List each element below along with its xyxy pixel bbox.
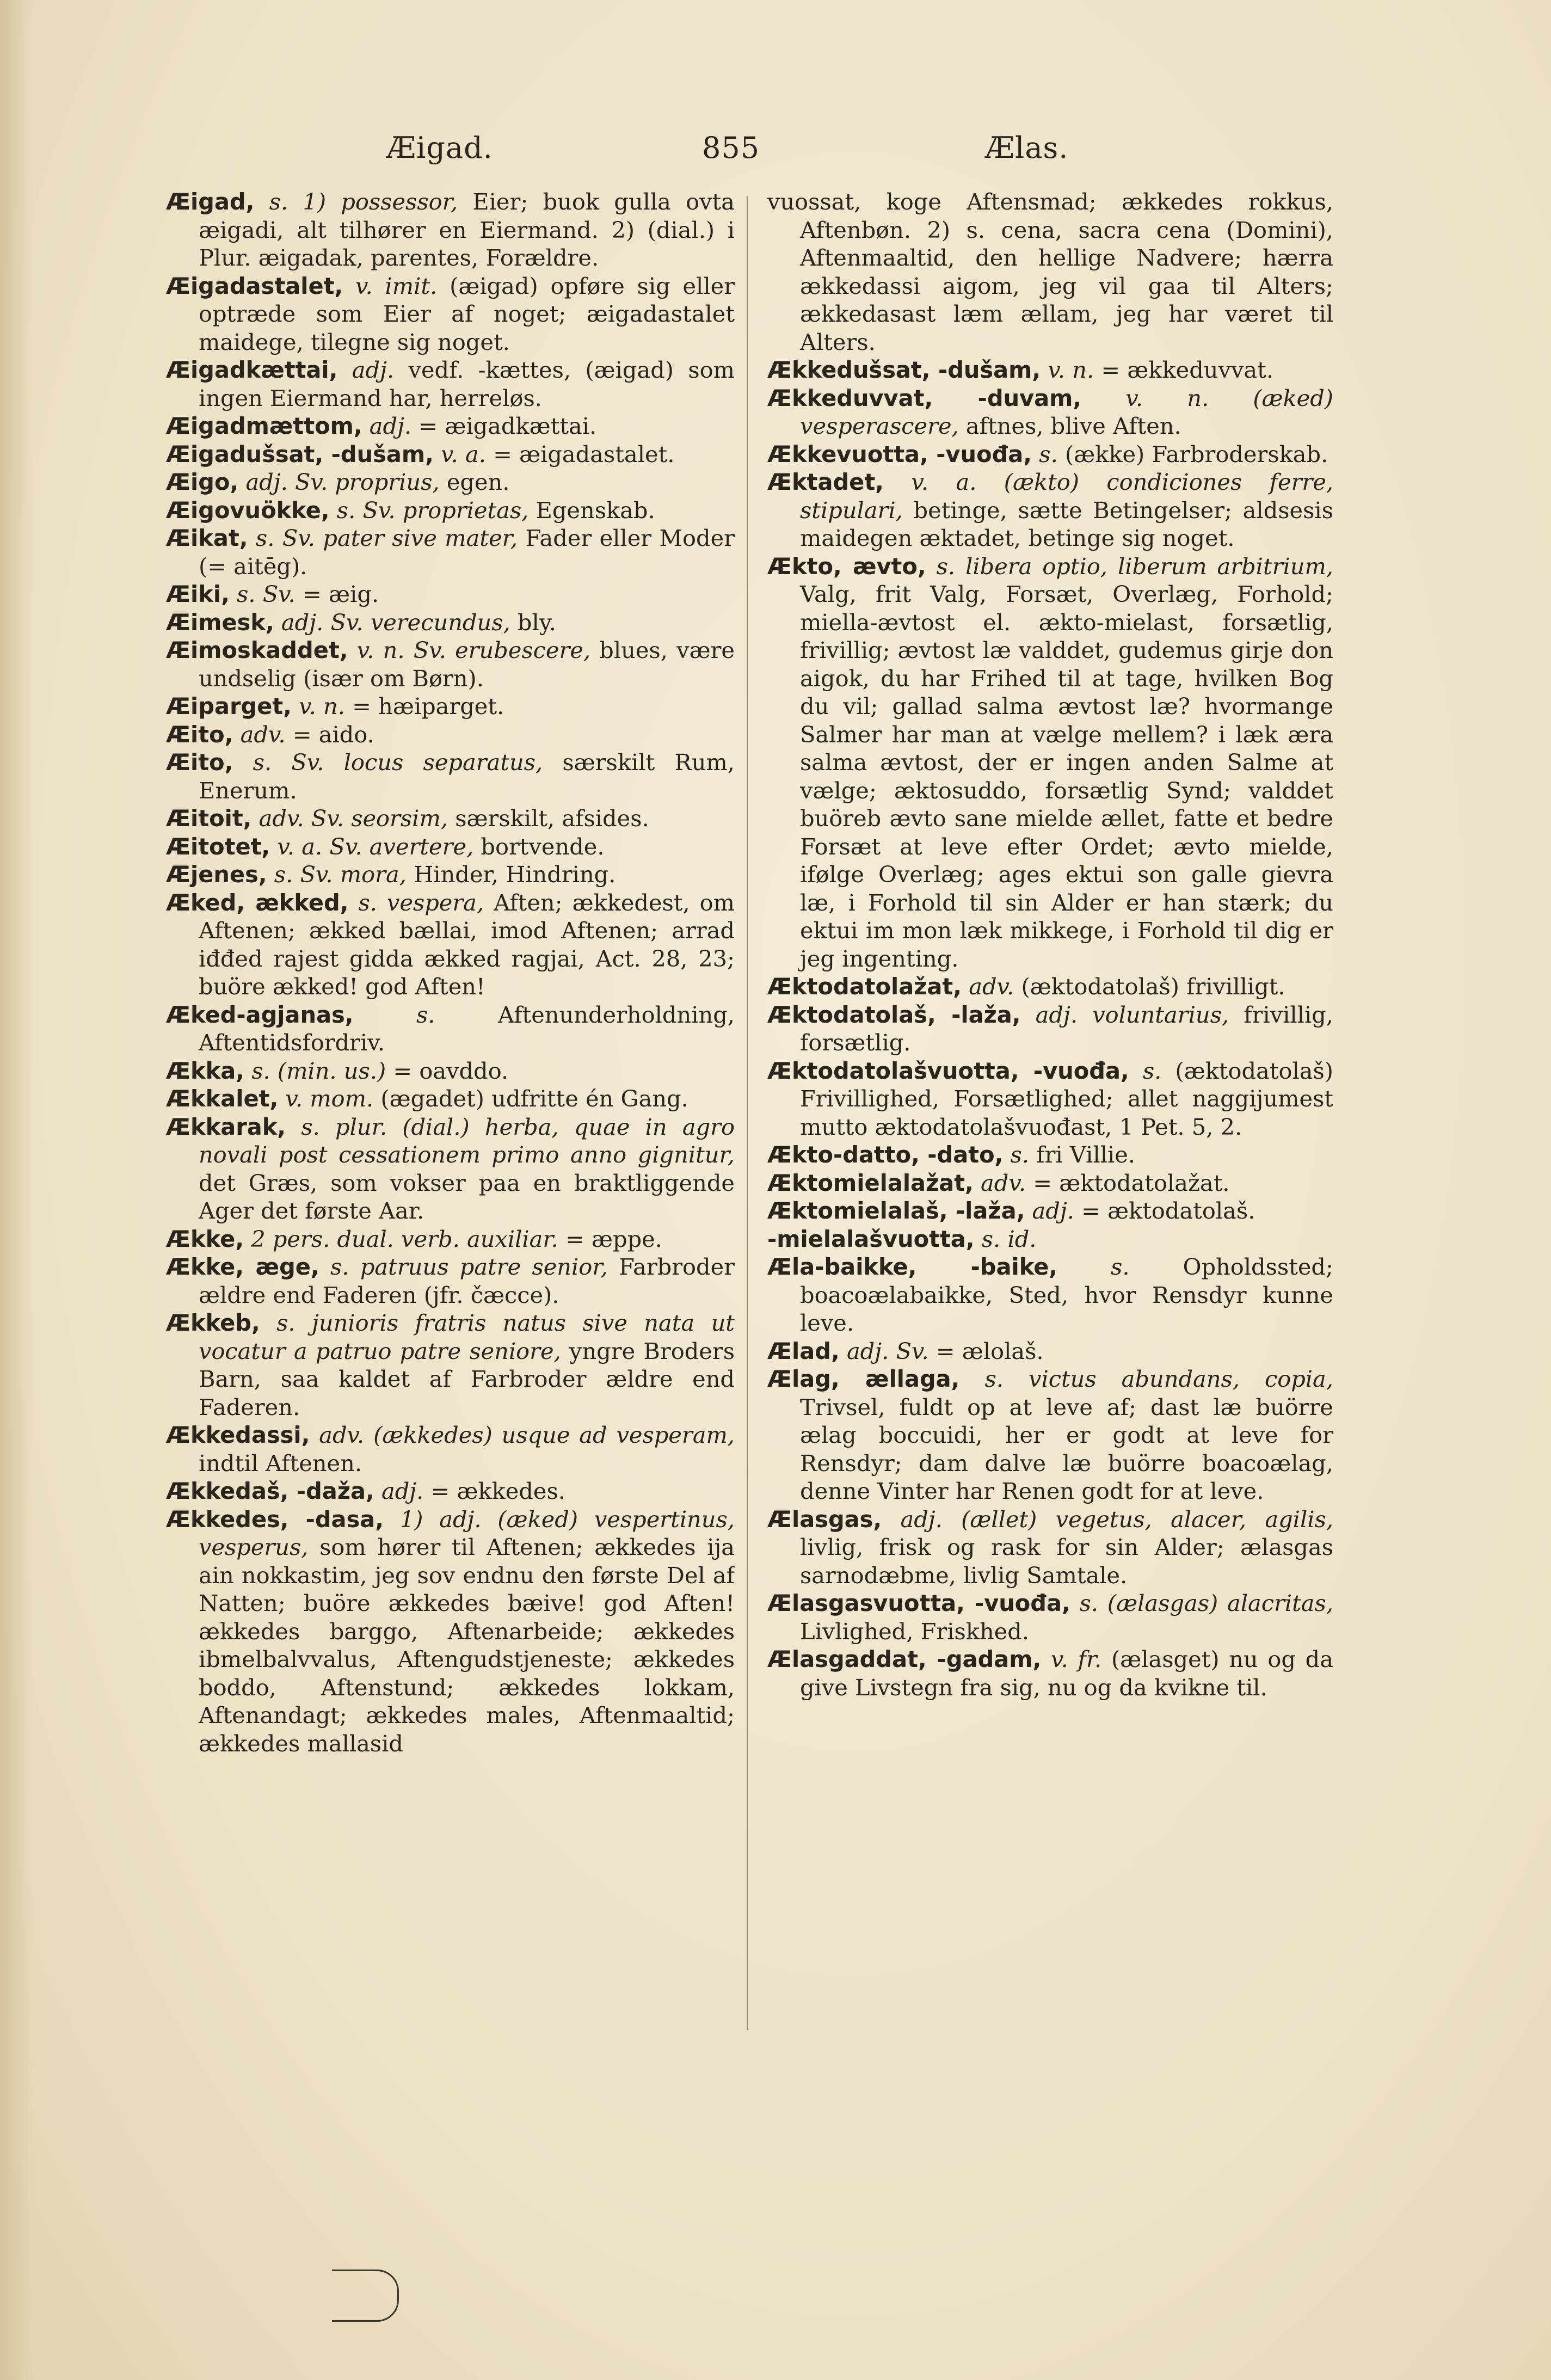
entry-grammar-label: v. n. [1125,384,1209,411]
entry-headword: Ække, æge, [166,1253,319,1280]
entry-latin-gloss: seorsim, [351,805,448,832]
entry-latin-gloss: proprietas, [402,496,529,524]
dictionary-entry [767,552,1333,973]
entry-latin-gloss: possessor, [341,188,458,215]
dictionary-entry [166,356,735,412]
dictionary-entry [166,608,735,637]
dictionary-entry [767,1337,1333,1366]
entry-grammar-label: adj. [900,1505,943,1533]
entry-grammar-label: adj. [369,413,412,439]
entry-headword: Ækkedassi, [166,1422,310,1448]
dictionary-entry [166,748,735,804]
entry-grammar-label: s. 1) [269,188,327,215]
entry-grammar-label: adj. [352,356,395,383]
entry-grammar-label: v. fr. [1051,1646,1102,1672]
entry-definition-text: Aften; ækkedest, om Aftenen; ækked bællai, imod Aftenen; arrad iđđed rajest gidda ækked ragjai, Act. 28, 23; buöre ækked! god Aften! [199,889,735,1000]
dictionary-entry [166,1085,735,1113]
dictionary-entry [767,384,1333,440]
dictionary-entry [767,973,1333,1001]
entry-definition-text: det Græs, som vokser paa en braktliggende Ager det første Aar. [199,1169,735,1224]
entry-definition-text: Valg, frit Valg, Forsæt, Overlæg, Forhold; miella-ævtost el. ækto-mielast, forsætlig, frivillig; ævtost læ valddet, gudemus girje don aigok, du har Frihed til at tage, hvilken Bog du vil; gallad salma ævtost læ? hvormange Salmer har man at vælge mellem? i læk æra salma ævtost, der er ingen anden Salme at vælge; æktosuddo, forsætlig Synd; valddet buöreb ævto sane mielde ællet, fatte et bedre Forsæt at leve efter Ordet; ævto mielde, ifølge Overlæg; ages ektui son galle gievra læ, i Forhold til sin Alder er han stærk; du ektui im mon læk mikkege, i Forhold til dig er jeg ingenting. [800,581,1333,972]
page-fold-mark [332,2270,399,2322]
entry-headword: Æiki, [166,581,230,607]
entry-headword: Ækkalet, [166,1085,279,1112]
entry-latin-gloss: (ællet) vegetus, alacer, agilis, [961,1505,1333,1533]
entry-definition-text: = æktodatolaš. [1081,1197,1255,1224]
entry-definition-text: = ækkeduvvat. [1101,356,1274,383]
dictionary-entry [767,188,1333,356]
entry-definition-text: Aftenunderholdning, Aftentidsfordriv. [199,1001,735,1056]
dictionary-entry [166,188,735,272]
entry-grammar-label: v. n. [299,693,345,719]
entry-grammar-label: s. Sv. [237,581,296,607]
dictionary-entry [166,524,735,580]
entry-definition-text: = aido. [292,721,374,748]
column-divider [747,196,748,2030]
dictionary-entry [767,356,1333,384]
dictionary-entry [767,1169,1333,1197]
entry-grammar-label: adv. [969,973,1014,1000]
entry-headword: Æktodatolažat, [767,973,962,1000]
entry-headword: Æjenes, [166,861,267,888]
dictionary-entry [166,721,735,749]
entry-headword: Æktomielalaš, -laža, [767,1197,1025,1224]
entry-grammar-label: s. [1010,1141,1030,1168]
entry-headword: Ælasgas, [767,1505,882,1533]
dictionary-entry [166,804,735,833]
entry-headword: Æla-baikke, -baike, [767,1253,1058,1280]
dictionary-entry [767,1225,1333,1253]
entry-latin-gloss: verecundus, [370,608,510,636]
entry-grammar-label: v. imit. [355,272,438,299]
entry-definition-text: bortvende. [481,833,605,860]
entry-definition-text: frivillig, forsætlig. [800,1001,1333,1056]
entry-headword: Ækkedušsat, -dušam, [767,356,1041,383]
entry-definition-text: Fader eller Moder (= aitēg). [199,525,735,580]
entry-grammar-label: v. mom. [285,1085,374,1112]
entry-definition-text: = æigadkættai. [418,413,597,439]
entry-headword: Ækto-datto, -dato, [767,1141,1004,1168]
entry-headword: Æigovuökke, [166,496,330,524]
entry-headword: Ækkevuotta, -vuođa, [767,440,1032,468]
entry-headword: Æikat, [166,525,248,551]
entry-headword: Ælag, ællaga, [767,1366,960,1392]
dictionary-entry [767,1141,1333,1169]
entry-definition-text: Hinder, Hindring. [414,861,616,888]
dictionary-entry [166,889,735,1001]
entry-headword: Ækkedes, -dasa, [166,1505,384,1533]
dictionary-entry [767,1589,1333,1645]
entry-headword: Æito, [166,749,233,776]
entry-grammar-label: s. [1142,1057,1162,1084]
entry-grammar-label: adj. [1035,1001,1078,1028]
dictionary-entry [767,440,1333,469]
entry-latin-gloss: locus separatus, [343,749,543,776]
dictionary-entry [166,636,735,692]
entry-definition-text: = oavddo. [393,1057,509,1084]
entry-latin-gloss: patruus patre senior, [360,1253,608,1280]
dictionary-entry [767,1365,1333,1505]
dictionary-entry [767,468,1333,552]
entry-grammar-label: s. Sv. [255,525,315,551]
dictionary-entry [767,1253,1333,1337]
entry-grammar-label: v. a. Sv. [277,833,362,860]
entry-grammar-label: s. [1079,1590,1099,1616]
entry-grammar-label: adj. Sv. [245,469,328,495]
entry-headword: Æigadastalet, [166,272,343,299]
entry-definition-text: betinge, sætte Betingelser; aldsesis maidegen æktadet, betinge sig noget. [800,496,1333,551]
entry-grammar-label: s. Sv. [274,861,333,888]
entry-grammar-label: s. Sv. [253,749,324,776]
entry-headword: Æigadmættom, [166,413,362,439]
entry-latin-gloss: proprius, [335,469,440,495]
entry-definition-text: = ælolaš. [935,1337,1044,1364]
entry-grammar-label: s. [936,552,956,580]
entry-definition-text: yngre Broders Barn, saa kaldet af Farbroder ældre end Faderen. [199,1337,735,1420]
entry-definition-text: (æktodatolaš) frivilligt. [1021,973,1285,1000]
entry-latin-gloss: victus abundans, copia, [1029,1366,1333,1392]
entry-definition-text: = hæiparget. [352,693,504,719]
dictionary-entry [166,1477,735,1505]
entry-definition-text: Opholdssted; boacoælabaikke, Sted, hvor Rensdyr kunne leve. [800,1253,1333,1336]
entry-definition-text: (æigad) opføre sig eller optræde som Eier af noget; æigadastalet maidege, tilegne sig noget. [199,272,735,355]
entry-definition-text: Farbroder ældre end Faderen (jfr. čæcce). [199,1253,735,1308]
entry-headword: Æigadušsat, -dušam, [166,440,434,468]
entry-latin-gloss: voluntarius, [1092,1001,1229,1028]
entry-grammar-label: s. [984,1366,1004,1392]
page-header [0,131,1551,174]
entry-headword: Æigad, [166,188,255,215]
entry-latin-gloss: libera optio, liberum arbitrium, [965,552,1333,580]
dictionary-entry [166,272,735,356]
entry-definition-text: = æppe. [565,1225,662,1252]
entry-headword: Ække, [166,1225,244,1252]
entry-definition-text: særskilt Rum, Enerum. [199,749,735,804]
entry-grammar-label: s. Sv. [336,496,396,524]
entry-definition-text: fri Villie. [1036,1141,1136,1168]
page-edge-shadow [0,0,33,2380]
entry-headword: Ælad, [767,1337,840,1364]
entry-headword: Æimesk, [166,608,274,636]
entry-grammar-label: v. a. [441,440,486,468]
entry-grammar-label: v. a. [911,469,977,495]
entry-definition-text: = æktodatolažat. [1033,1169,1230,1196]
entry-latin-gloss: herba, quae in agro novali post cessationem primo anno gignitur, [199,1113,735,1168]
dictionary-entry [166,496,735,525]
entry-latin-gloss: (æked) vespertinus, vesperus, [199,1505,735,1560]
entry-headword: Ækkarak, [166,1113,286,1140]
entry-definition-text: bly. [517,608,556,636]
entry-definition-text: indtil Aftenen. [199,1449,362,1477]
entry-grammar-label: adv. Sv. [258,805,344,832]
entry-latin-gloss: junioris fratris natus sive nata ut vocatur a patruo patre seniore, [199,1309,735,1364]
entry-headword: Ækkedaš, -daža, [166,1478,374,1504]
entry-grammar-label: adj. [381,1478,424,1504]
entry-grammar-label: adj. Sv. [846,1337,929,1364]
entry-definition-text: (æktodatolaš) Frivillighed, Forsætlighed; allet naggijumest mutto æktodatolašvuođast, 1 Pet. 5, 2. [800,1057,1333,1140]
right-column [767,188,1333,2093]
entry-definition-text: (ægadet) udfritte én Gang. [380,1085,688,1112]
entry-headword: Æigadkættai, [166,356,338,383]
entry-grammar-label: s. [330,1253,349,1280]
entry-headword: Æktodatolašvuotta, -vuođa, [767,1057,1129,1084]
entry-headword: Æitoit, [166,805,252,832]
page-number: 855 [702,131,760,165]
entry-definition-text: Eier; buok gulla ovta æigadi, alt tilhører en Eiermand. 2) (dial.) i Plur. æigadak, parentes, Forældre. [199,188,735,271]
header-left-guideword: Æigad. [386,131,493,165]
entry-latin-gloss: mora, [340,861,407,888]
dictionary-entry [166,1253,735,1309]
dictionary-entry [166,468,735,496]
entry-grammar-label: adv. [240,721,286,748]
entry-grammar-label: 1) adj. [399,1505,482,1533]
entry-definition-text: vuossat, koge Aftensmad; ækkedes rokkus, Aftenbøn. 2) s. cena, sacra cena (Domini), Aftenmaaltid, den hellige Nadvere; hærra ækkedassi aigom, jeg vil gaa til Alters; ækkedasast læm ællam, jeg har været til Alters. [767,188,1333,355]
entry-headword: Æimoskaddet, [166,637,348,663]
entry-headword: Ækkeduvvat, -duvam, [767,384,1082,411]
entry-latin-gloss: vespera, [386,889,484,916]
entry-grammar-label: s. (min. us.) [251,1057,386,1084]
entry-grammar-label: adj. [1032,1197,1074,1224]
dictionary-entry [767,1197,1333,1225]
entry-grammar-label: s. [416,1001,435,1028]
entry-grammar-label: v. n. Sv. [356,637,446,663]
entry-definition-text: = ækkedes. [430,1478,565,1504]
entry-grammar-label: adv. [981,1169,1026,1196]
entry-grammar-label: adj. Sv. [281,608,364,636]
entry-definition-text: (ælasget) nu og da give Livstegn fra sig, nu og da kvikne til. [800,1646,1333,1701]
dictionary-entry [767,1001,1333,1057]
entry-definition-text: særskilt, afsides. [455,805,649,832]
entry-grammar-label: v. n. [1048,356,1094,383]
dictionary-entry [166,833,735,861]
entry-grammar-label: s. [276,1309,296,1336]
entry-latin-gloss: (ækto) condiciones ferre, stipulari, [800,469,1333,524]
entry-headword: Æked, ækked, [166,889,349,916]
entry-definition-text: Trivsel, fuldt op at leve af; dast læ buörre ælag boccuidi, her er godt at leve for Rensdyr; dam dalve læ buörre boacoælag, denne Vinter har Renen godt for at leve. [800,1393,1333,1504]
dictionary-entry [166,1113,735,1225]
entry-headword: Ælasgaddat, -gadam, [767,1646,1042,1672]
entry-headword: Ækkeb, [166,1309,260,1336]
entry-definition-text: = æig. [303,581,379,607]
entry-headword: Æitotet, [166,833,270,860]
entry-latin-gloss: (ækkedes) usque ad vesperam, [373,1422,735,1448]
entry-headword: Æiparget, [166,693,292,719]
entry-definition-text: blues, være undselig (især om Børn). [199,637,735,692]
entry-definition-text: Livlighed, Friskhed. [800,1618,1030,1645]
entry-grammar-label: adv. [319,1422,365,1448]
entry-latin-gloss: avertere, [369,833,474,860]
dictionary-entry [166,580,735,608]
entry-definition-text: Egenskab. [536,496,655,524]
entry-grammar-label: s. id. [981,1225,1037,1252]
entry-grammar-label: s. plur. (dial.) [301,1113,470,1140]
entry-definition-text: (ække) Farbroderskab. [1064,440,1328,468]
entry-headword: Æktadet, [767,469,884,495]
dictionary-entry [767,1057,1333,1141]
dictionary-entry [166,692,735,721]
entry-latin-gloss: pater sive mater, [323,525,518,551]
entry-headword: -mielalašvuotta, [767,1225,975,1252]
entry-headword: Æked-agjanas, [166,1001,354,1028]
entry-definition-text: aftnes, blive Aften. [965,413,1181,439]
dictionary-entry [166,1001,735,1057]
dictionary-entry [166,1505,735,1758]
entry-definition-text: = æigadastalet. [493,440,675,468]
entry-grammar-label: s. [1111,1253,1130,1280]
dictionary-entry [166,412,735,440]
entry-headword: Ækto, ævto, [767,552,926,580]
entry-definition-text: vedf. -kættes, (æigad) som ingen Eiermand har, herreløs. [199,356,735,411]
dictionary-entry [166,440,735,469]
entry-definition-text: som hører til Aftenen; ækkedes ija ain nokkastim, jeg sov endnu den første Del af Natten; buöre ækkedes bæive! god Aften! ækkedes barggo, Aftenarbeide; ækkedes ibmelbalvvalus, Aftengudstjeneste; ækkedes boddo, Aftenstund; ækkedes lokkam, Aftenandagt; ækkedes males, Aftenmaaltid; ækkedes mallasid [199,1534,735,1757]
entry-headword: Æktomielalažat, [767,1169,974,1196]
entry-definition-text: egen. [446,469,510,495]
entry-headword: Ælasgasvuotta, -vuođa, [767,1590,1070,1616]
entry-headword: Æktodatolaš, -laža, [767,1001,1021,1028]
entry-headword: Æigo, [166,469,239,495]
left-column [166,188,735,2093]
entry-latin-gloss: (æked) vesperascere, [800,384,1333,439]
entry-grammar-label: 2 pers. dual. verb. auxiliar. [251,1225,558,1252]
dictionary-entry [166,1421,735,1477]
dictionary-entry [166,1057,735,1085]
entry-grammar-label: s. [1039,440,1058,468]
entry-latin-gloss: erubescere, [455,637,591,663]
entry-headword: Ækka, [166,1057,244,1084]
dictionary-entry [166,1309,735,1421]
entry-headword: Æito, [166,721,233,748]
header-right-guideword: Ælas. [985,131,1069,165]
dictionary-entry [767,1645,1333,1701]
entry-grammar-label: s. [358,889,377,916]
dictionary-entry [767,1505,1333,1590]
dictionary-entry [166,860,735,889]
entry-definition-text: livlig, frisk og rask for sin Alder; ælasgas sarnodæbme, livlig Samtale. [800,1534,1333,1589]
dictionary-entry [166,1225,735,1253]
entry-latin-gloss: (ælasgas) alacritas, [1107,1590,1333,1616]
